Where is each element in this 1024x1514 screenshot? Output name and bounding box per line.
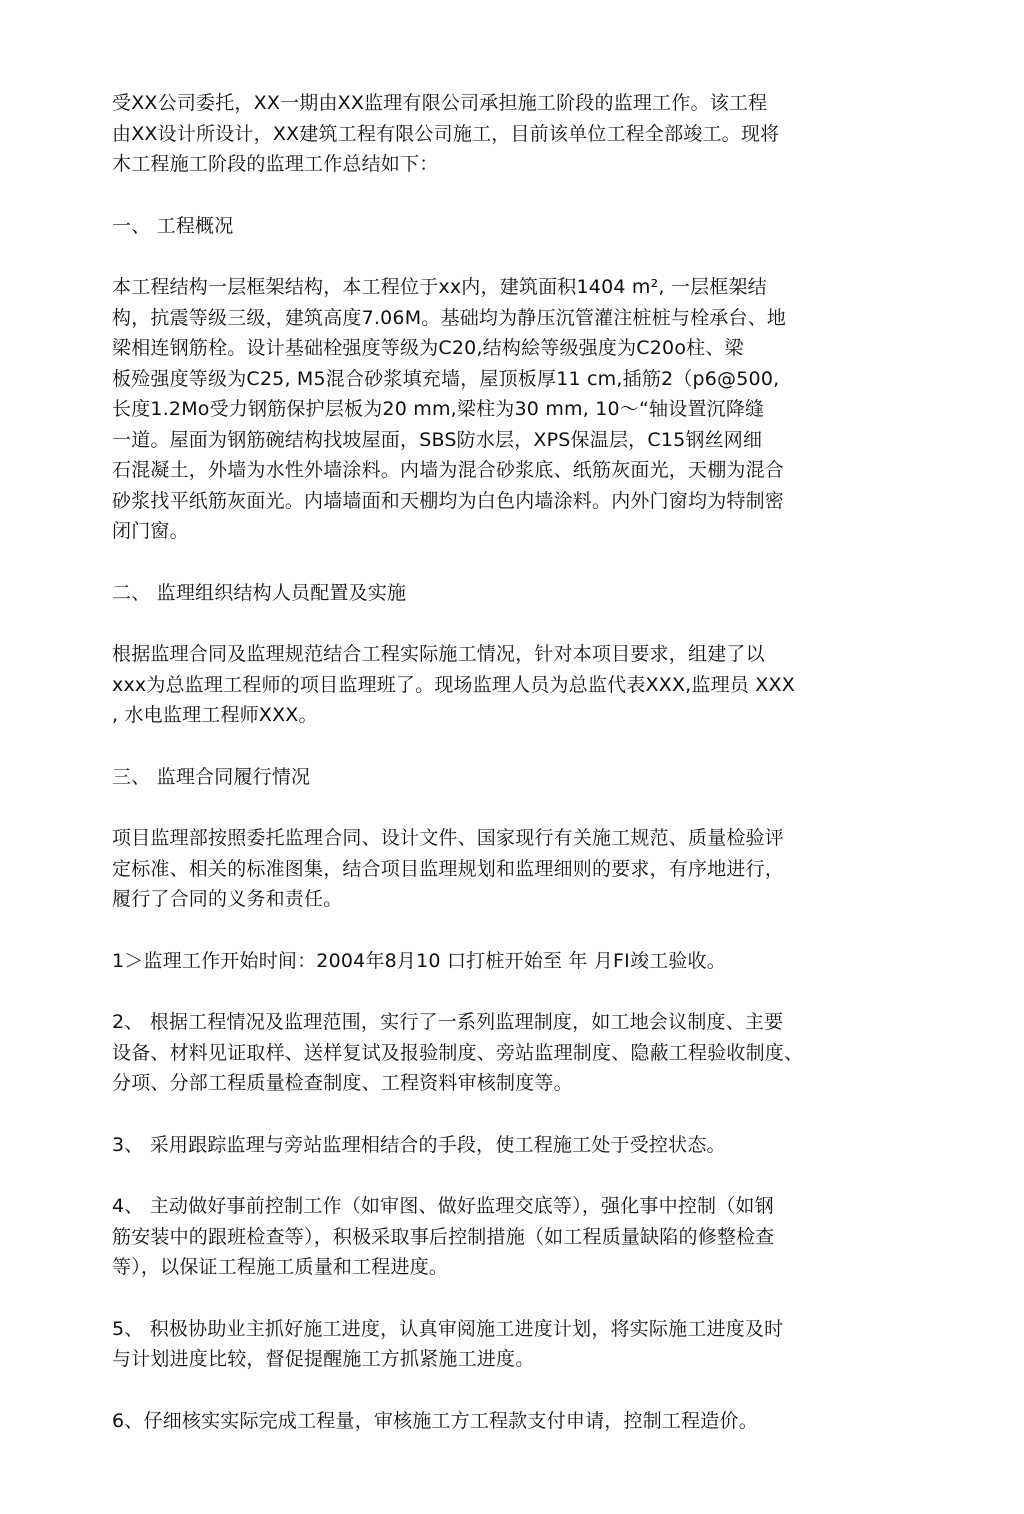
list-item-3 <box>112 1130 912 1161</box>
text-line: 梁相连钢筋栓。设计基础栓强度等级为C20,结构絵等级强度为C20o柱、梁 <box>112 337 744 359</box>
text-line: 履行了合同的义务和责任。 <box>112 888 343 910</box>
text-line: 3、 采用跟踪监理与旁站监理相结合的手段，使工程施工处于受控状态。 <box>112 1133 726 1156</box>
text-line: 一道。屋面为钢筋碗结构找坡屋面，SBS防水层，XPS保温层，C15钢丝网细 <box>112 428 763 451</box>
section-heading-contract: 三、 监理合同履行情况 <box>112 765 311 788</box>
text-line: 受XX公司委托，XX一期由XX监理有限公司承担施工阶段的监理工作。该工程 <box>112 92 768 114</box>
text-line: 设备、材料见证取样、送样复试及报验制度、旁站监理制度、隐蔽工程验收制度、 <box>112 1041 804 1064</box>
text-line: 1＞监理工作开始时间：2004年8月10 口打桩开始至 年 月FI竣工验收。 <box>112 949 726 972</box>
document-page <box>112 88 912 1436</box>
list-item-4 <box>112 1191 912 1283</box>
text-line: 筋安装中的跟班检查等），积极采取事后控制措施（如工程质量缺陷的修整检查 <box>112 1225 775 1248</box>
text-line: 4、 主动做好事前控制工作（如审图、做好监理交底等），强化事中控制（如钢 <box>112 1195 774 1217</box>
list-item-5 <box>112 1314 912 1375</box>
text-line: 石混凝土，外墙为水性外墙涂料。内墙为混合砂浆底、纸筋灰面光，天棚为混合 <box>112 459 785 481</box>
text-line: 板殓强度等级为C25, M5混合砂浆填充墙，屋顶板厚11 cm,插筋2（p6@500, <box>112 367 780 390</box>
list-item-6 <box>112 1406 912 1437</box>
section-heading-organization: 二、 监理组织结构人员配置及实施 <box>112 581 407 604</box>
text-line: 由XX设计所设计，XX建筑工程有限公司施工，目前该单位工程全部竣工。现将 <box>112 122 780 145</box>
text-line: 木工程施工阶段的监理工作总结如下： <box>112 153 439 175</box>
text-line: , 水电监理工程师XXX。 <box>112 704 318 726</box>
text-line: 等），以保证工程施工质量和工程进度。 <box>112 1256 449 1278</box>
overview-paragraph <box>112 272 912 547</box>
text-line: xxx为总监理工程师的项目监理班了。现场监理人员为总监代表XXX,监理员 XXX <box>112 673 795 696</box>
list-item-1 <box>112 946 912 977</box>
contract-paragraph <box>112 823 912 915</box>
text-line: 6、仔细核实实际完成工程量，审核施工方工程款支付申请，控制工程造价。 <box>112 1409 758 1432</box>
intro-paragraph <box>112 88 912 180</box>
list-item-2 <box>112 1007 912 1099</box>
text-line: 长度1.2Mo受力钢筋保护层板为20 mm,梁柱为30 mm, 10～“轴设置沉降缝 <box>112 398 765 420</box>
text-line: 砂浆找平纸筋灰面光。内墙墙面和天棚均为白色内墙涂料。内外门窗均为特制密 <box>112 489 785 512</box>
text-line: 2、 根据工程情况及监理范围，实行了一系列监理制度，如工地会议制度、主要 <box>112 1011 784 1033</box>
text-line: 分项、分部工程质量检查制度、工程资料审核制度等。 <box>112 1072 573 1094</box>
text-line: 与计划进度比较，督促提醒施工方抓紧施工进度。 <box>112 1348 535 1370</box>
text-line: 根据监理合同及监理规范结合工程实际施工情况，针对本项目要求，组建了以 <box>112 643 765 665</box>
text-line: 定标准、相关的标准图集，结合项目监理规划和监理细则的要求，有序地进行， <box>112 857 785 880</box>
text-line: 构，抗震等级三级，建筑高度7.06M。基础均为静压沉管灌注桩桩与栓承台、地 <box>112 306 787 329</box>
text-line: 闭门窗。 <box>112 520 189 542</box>
organization-paragraph <box>112 639 912 731</box>
text-line: 5、 积极协助业主抓好施工进度，认真审阅施工进度计划，将实际施工进度及时 <box>112 1317 784 1340</box>
section-heading-overview: 一、 工程概况 <box>112 214 234 237</box>
text-line: 本工程结构一层框架结构，本工程位于xx内，建筑面积1404 m², 一层框架结 <box>112 276 767 298</box>
text-line: 项目监理部按照委托监理合同、设计文件、国家现行有关施工规范、质量检验评 <box>112 827 785 849</box>
